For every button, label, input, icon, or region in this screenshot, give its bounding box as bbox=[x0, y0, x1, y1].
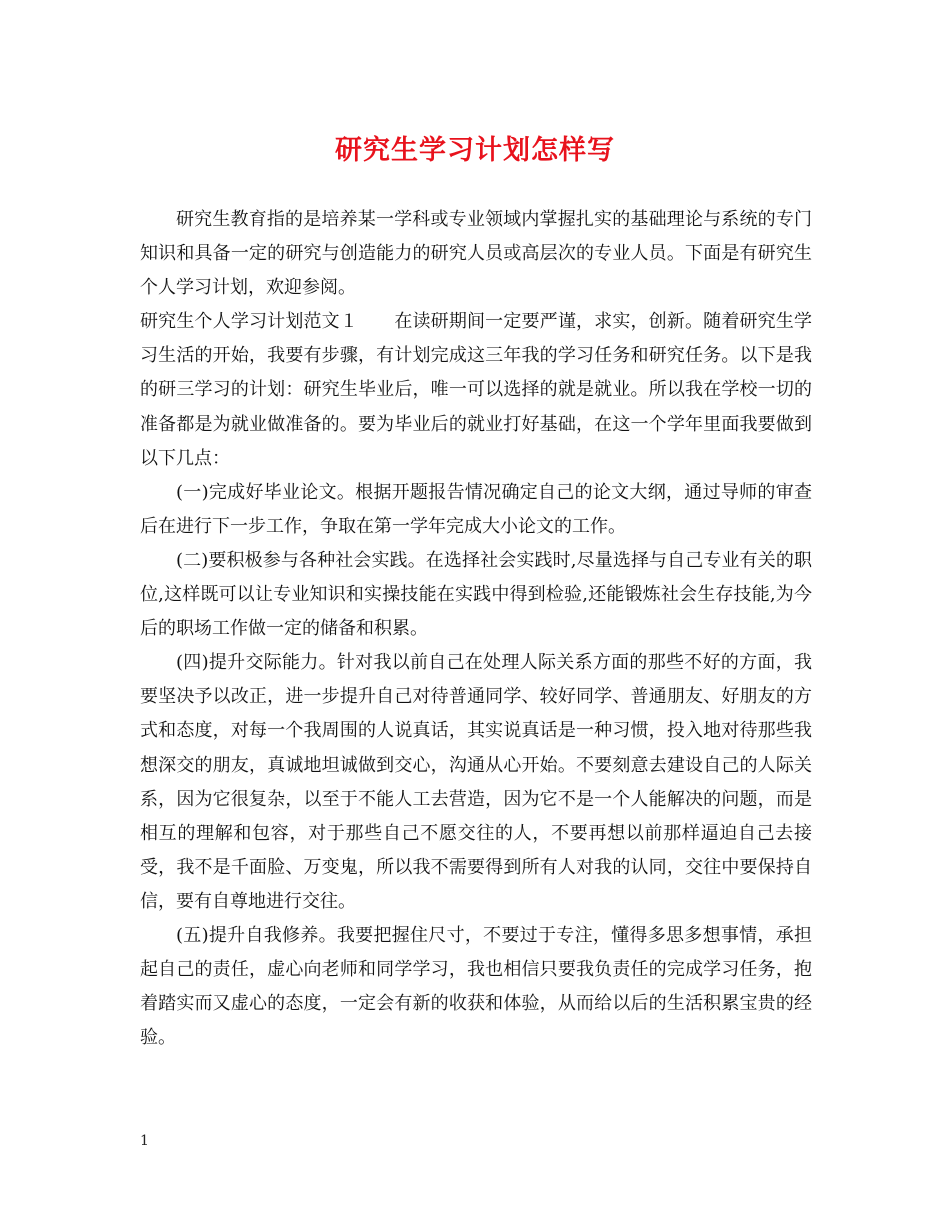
document-title: 研究生学习计划怎样写 bbox=[335, 135, 615, 166]
point-five-paragraph: (五)提升自我修养。我要把握住尺寸，不要过于专注，懂得多思多想事情，承担起自己的责任，虚心向老师和同学学习，我也相信只要我负责任的完成学习任务，抱着踏实而又虚心的态度，一定会有新的收获和体验，从而给以后的生活积累宝贵的经验。 bbox=[140, 924, 812, 1049]
sample-plan-paragraph: 研究生个人学习计划范文１ 在读研期间一定要严谨，求实，创新。随着研究生学习生活的开始，我要有步骤，有计划完成这三年我的学习任务和研究任务。以下是我的研三学习的计划：研究生毕业后，唯一可以选择的就是就业。所以我在学校一切的准备都是为就业做准备的。要为毕业后的就业打好基础，在这一个学年里面我要做到以下几点： bbox=[140, 311, 812, 469]
page-number: 1 bbox=[140, 1133, 149, 1149]
point-two-paragraph: (二)要积极参与各种社会实践。在选择社会实践时,尽量选择与自己专业有关的职位,这样既可以让专业知识和实操技能在实践中得到检验,还能锻炼社会生存技能,为今后的职场工作做一定的储备和积累。 bbox=[140, 549, 812, 640]
intro-paragraph: 研究生教育指的是培养某一学科或专业领域内掌握扎实的基础理论与系统的专门知识和具备一定的研究与创造能力的研究人员或高层次的专业人员。下面是有研究生个人学习计划，欢迎参阅。 bbox=[140, 209, 812, 299]
document-body bbox=[140, 203, 812, 1055]
point-four-paragraph: (四)提升交际能力。针对我以前自己在处理人际关系方面的那些不好的方面，我要坚决予以改正，进一步提升自己对待普通同学、较好同学、普通朋友、好朋友的方式和态度，对每一个我周围的人说真话，其实说真话是一种习惯，投入地对待那些我想深交的朋友，真诚地坦诚做到交心，沟通从心开始。不要刻意去建设自己的人际关系，因为它很复杂，以至于不能人工去营造，因为它不是一个人能解决的问题，而是相互的理解和包容，对于那些自己不愿交往的人，不要再想以前那样逼迫自己去接受，我不是千面脸、万变鬼，所以我不需要得到所有人对我的认同，交往中要保持自信，要有自尊地进行交往。 bbox=[140, 652, 812, 912]
point-one-paragraph: (一)完成好毕业论文。根据开题报告情况确定自己的论文大纲，通过导师的审查后在进行下一步工作，争取在第一学年完成大小论文的工作。 bbox=[140, 481, 812, 537]
